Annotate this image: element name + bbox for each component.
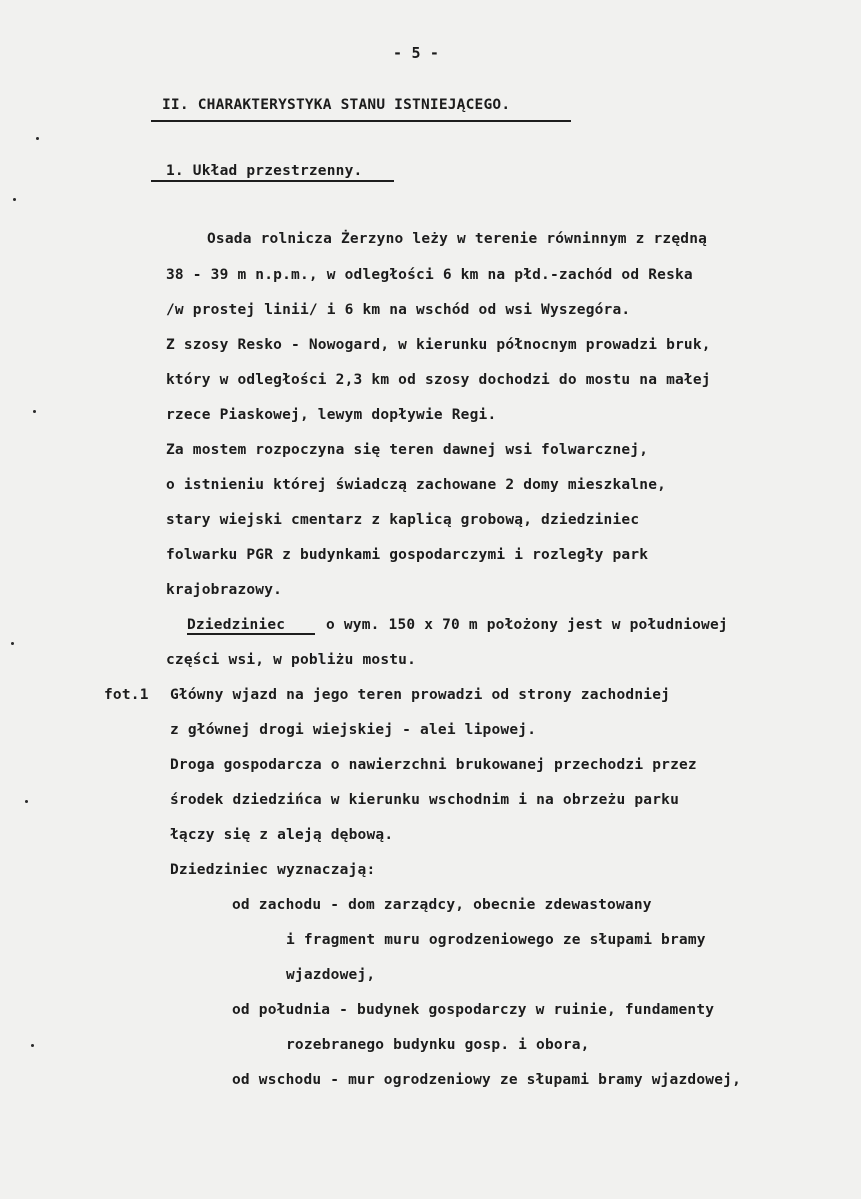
- boundary-item: od wschodu - mur ogrodzeniowy ze słupami bramy wjazdowej,: [232, 1072, 741, 1088]
- dziedziniec-term: Dziedziniec: [187, 617, 286, 633]
- margin-speck: [33, 410, 36, 413]
- boundary-item-continuation: rozebranego budynku gosp. i obora,: [286, 1037, 590, 1053]
- photo-reference: fot.1: [104, 687, 149, 703]
- body-line: Główny wjazd na jego teren prowadzi od strony zachodniej: [170, 687, 671, 703]
- section-heading: II. CHARAKTERYSTYKA STANU ISTNIEJĄCEGO.: [162, 97, 511, 113]
- body-line: /w prostej linii/ i 6 km na wschód od wsi Wyszegóra.: [166, 302, 631, 318]
- dziedziniec-underline: [187, 633, 315, 635]
- margin-speck: [36, 137, 39, 140]
- margin-speck: [25, 800, 28, 803]
- body-line: łączy się z aleją dębową.: [170, 827, 394, 843]
- page-number: - 5 -: [393, 44, 440, 62]
- subsection-heading: 1. Układ przestrzenny.: [166, 163, 363, 179]
- boundary-item: od południa - budynek gospodarczy w ruinie, fundamenty: [232, 1002, 715, 1018]
- body-line: środek dziedzińca w kierunku wschodnim i na obrzeżu parku: [170, 792, 679, 808]
- body-line: Z szosy Resko - Nowogard, w kierunku północnym prowadzi bruk,: [166, 337, 711, 353]
- margin-speck: [13, 198, 16, 201]
- body-line: części wsi, w pobliżu mostu.: [166, 652, 417, 668]
- body-line: o istnieniu której świadczą zachowane 2 domy mieszkalne,: [166, 477, 667, 493]
- margin-speck: [11, 642, 14, 645]
- section-heading-underline: [151, 120, 571, 122]
- boundary-item-continuation: wjazdowej,: [286, 967, 376, 983]
- body-line: o wym. 150 x 70 m położony jest w południowej: [326, 617, 728, 633]
- margin-speck: [31, 1044, 34, 1047]
- body-line: 38 - 39 m n.p.m., w odległości 6 km na płd.-zachód od Reska: [166, 267, 693, 283]
- boundary-item: od zachodu - dom zarządcy, obecnie zdewastowany: [232, 897, 652, 913]
- body-line: z głównej drogi wiejskiej - alei lipowej.: [170, 722, 537, 738]
- boundary-item-continuation: i fragment muru ogrodzeniowego ze słupami bramy: [286, 932, 706, 948]
- body-line: który w odległości 2,3 km od szosy dochodzi do mostu na małej: [166, 372, 711, 388]
- body-line: Dziedziniec wyznaczają:: [170, 862, 376, 878]
- body-line: folwarku PGR z budynkami gospodarczymi i rozległy park: [166, 547, 649, 563]
- subsection-heading-underline: [151, 180, 394, 182]
- body-line: stary wiejski cmentarz z kaplicą grobową, dziedziniec: [166, 512, 640, 528]
- body-line: Za mostem rozpoczyna się teren dawnej wsi folwarcznej,: [166, 442, 649, 458]
- body-line: rzece Piaskowej, lewym dopływie Regi.: [166, 407, 497, 423]
- body-line: Droga gospodarcza o nawierzchni brukowanej przechodzi przez: [170, 757, 697, 773]
- body-line: krajobrazowy.: [166, 582, 283, 598]
- body-line: Osada rolnicza Żerzyno leży w terenie równinnym z rzędną: [207, 231, 708, 247]
